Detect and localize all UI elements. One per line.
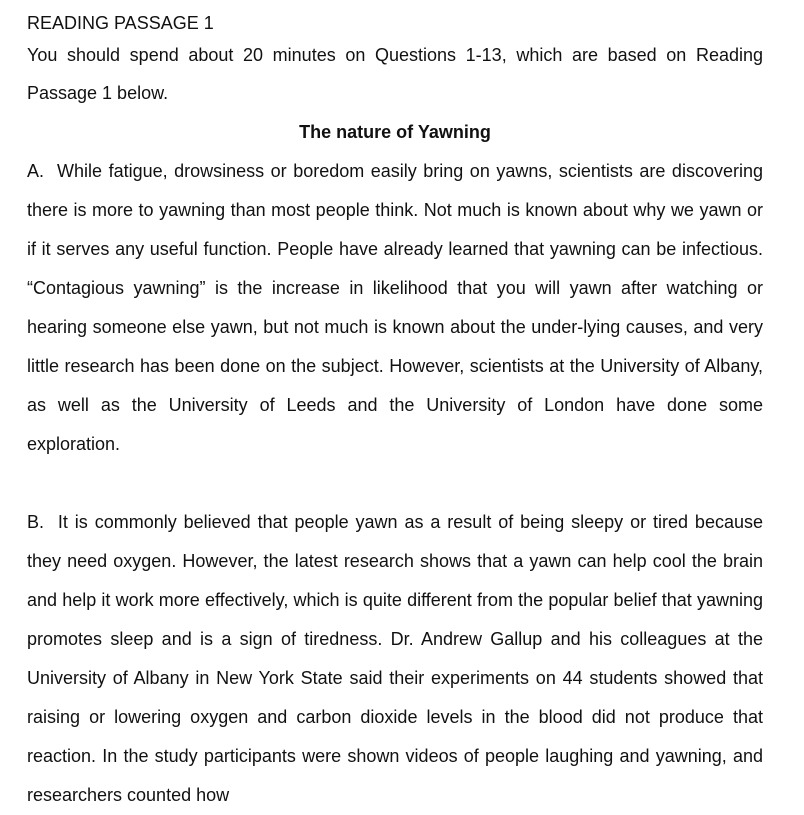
reading-passage-page xyxy=(27,10,763,815)
paragraph-b xyxy=(27,503,763,815)
paragraph-text: It is commonly believed that people yawn as a result of being sleepy or tired because they need oxygen. However, the latest research shows that a yawn can help cool the brain and help it work more effectively, which is quite different from the popular belief that yawning promotes sleep and is a sign of tiredness. Dr. Andrew Gallup and his colleagues at the University of Albany in New York State said their experiments on 44 students showed that raising or lowering oxygen and carbon dioxide levels in the blood did not produce that reaction. In the study participants were shown videos of people laughing and yawning, and researchers counted how xyxy=(27,512,763,805)
paragraph-a xyxy=(27,152,763,464)
paragraph-letter: B. xyxy=(27,512,45,532)
paragraph-text: While fatigue, drowsiness or boredom easily bring on yawns, scientists are discovering there is more to yawning than most people think. Not much is known about why we yawn or if it serves any useful function. People have already learned that yawning can be infectious. “Contagious yawning” is the increase in likelihood that you will yawn after watching or hearing someone else yawn, but not much is known about the under-lying causes, and very little research has been done on the subject. However, scientists at the University of Albany, as well as the University of Leeds and the University of London have done some exploration. xyxy=(27,161,763,454)
paragraph-letter: A. xyxy=(27,161,45,181)
passage-label: READING PASSAGE 1 xyxy=(27,13,214,33)
instructions-text: You should spend about 20 minutes on Questions 1-13, which are based on Reading Passage 1 below. xyxy=(27,45,763,103)
article-title: The nature of Yawning xyxy=(299,122,491,142)
